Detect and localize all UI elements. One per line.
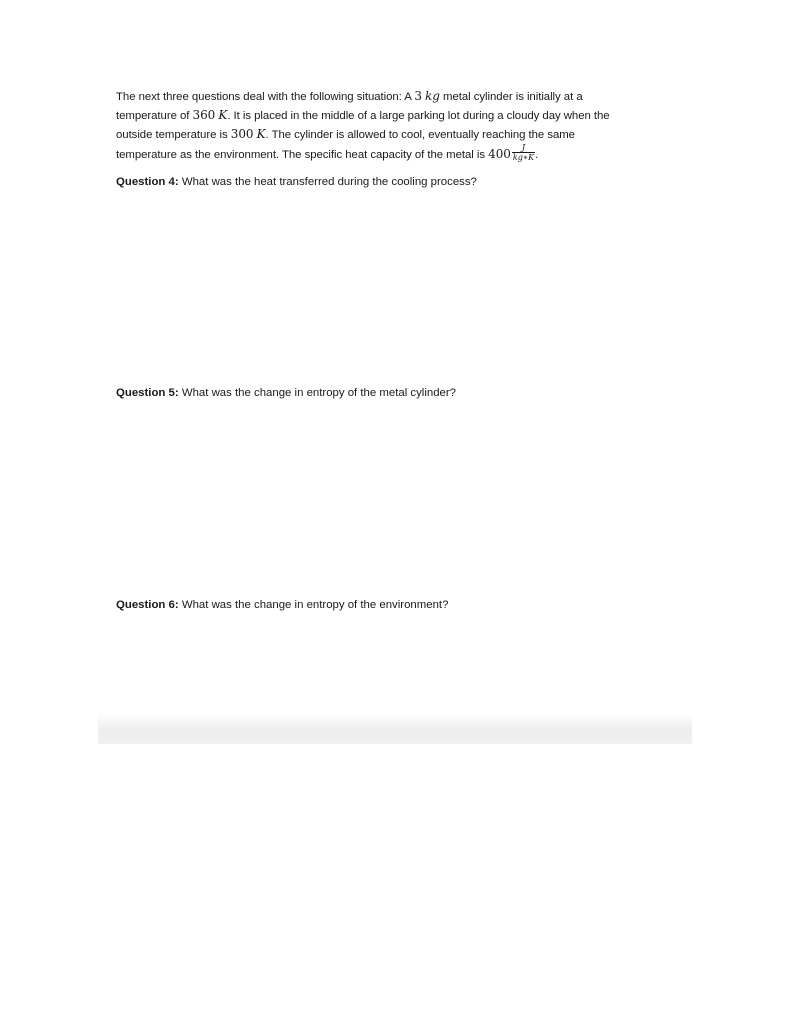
mass-value: 3 (414, 89, 422, 103)
fraction-denominator: kg∗K (512, 153, 535, 163)
question-text: What was the change in entropy of the metal cylinder? (181, 387, 456, 399)
intro-text: outside temperature is (116, 129, 228, 142)
problem-intro-paragraph (116, 87, 656, 164)
intro-line-3 (116, 125, 656, 144)
question-label: Question 6: (116, 599, 179, 611)
temperature-unit: K (256, 127, 266, 142)
temperature-unit: K (218, 108, 228, 123)
question-4 (116, 174, 477, 190)
intro-text: temperature of (116, 110, 190, 123)
intro-line-4 (116, 145, 656, 164)
outside-temperature-value: 300 (230, 127, 254, 142)
intro-text: temperature as the environment. The specific heat capacity of the metal is (116, 148, 486, 161)
question-label: Question 4: (116, 176, 179, 188)
question-label: Question 5: (116, 387, 179, 399)
scan-shadow-band (98, 712, 692, 744)
mass-unit: kg (425, 89, 440, 103)
question-6 (116, 597, 448, 613)
initial-temperature-value: 360 (192, 108, 216, 123)
intro-text: The next three questions deal with the following situation: A (116, 91, 412, 103)
intro-text: metal cylinder is initially at a (443, 91, 583, 103)
intro-line-1 (116, 87, 656, 106)
intro-text: . (535, 148, 539, 161)
intro-text: . It is placed in the middle of a large parking lot during a cloudy day when the (227, 110, 610, 123)
intro-line-2 (116, 106, 656, 125)
heat-capacity-unit-fraction (512, 143, 535, 162)
question-5 (116, 385, 456, 401)
question-text: What was the change in entropy of the environment? (181, 599, 449, 611)
fraction-numerator: J (512, 143, 535, 153)
intro-text: . The cylinder is allowed to cool, eventually reaching the same (265, 129, 575, 142)
heat-capacity-value: 400 (488, 146, 511, 161)
question-text: What was the heat transferred during the cooling process? (181, 176, 477, 188)
